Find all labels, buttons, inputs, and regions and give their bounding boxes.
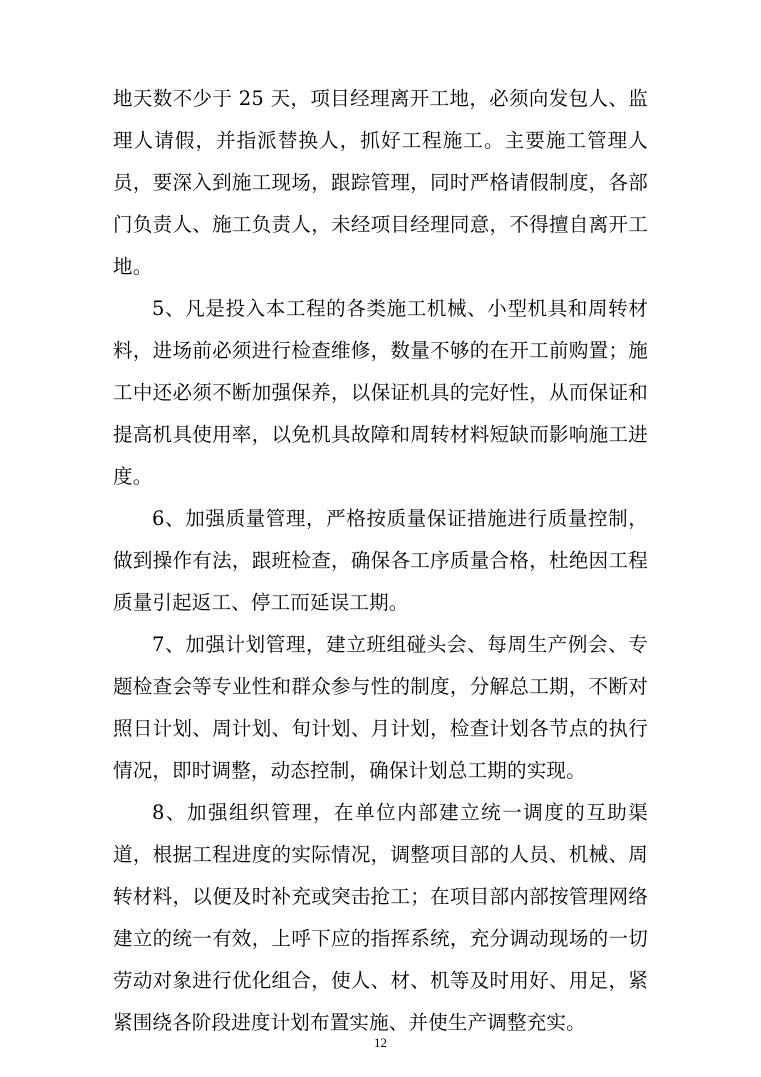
paragraph-item-7: 7、加强计划管理，建立班组碰头会、每周生产例会、专题检查会等专业性和群众参与性的制度，分解总工期，不断对照日计划、周计划、旬计划、月计划，检查计划各节点的执行情况，即时调整，动态控制，确保计划总工期的实现。 [113, 633, 648, 782]
paragraph-continued: 地天数不少于 25 天，项目经理离开工地，必须向发包人、监理人请假，并指派替换人，抓好工程施工。主要施工管理人员，要深入到施工现场，跟踪管理，同时严格请假制度，各部门负责人、施工负责人，未经项目经理同意，不得擅自离开工地。 [113, 87, 648, 278]
paragraph-item-5: 5、凡是投入本工程的各类施工机械、小型机具和周转材料，进场前必须进行检查维修，数量不够的在开工前购置；施工中还必须不断加强保养，以保证机具的完好性，从而保证和提高机具使用率，以免机具故障和周转材料短缺而影响施工进度。 [113, 297, 648, 488]
paragraph-item-8: 8、加强组织管理，在单位内部建立统一调度的互助渠道，根据工程进度的实际情况，调整项目部的人员、机械、周转材料，以便及时补充或突击抢工；在项目部内部按管理网络建立的统一有效，上呼下应的指挥系统，充分调动现场的一切劳动对象进行优化组合，使人、材、机等及时用好、用足，紧紧围绕各阶段进度计划布置实施、并使生产调整充实。 [113, 801, 648, 1034]
paragraph-item-6: 6、加强质量管理，严格按质量保证措施进行质量控制，做到操作有法，跟班检查，确保各工序质量合格，杜绝因工程质量引起返工、停工而延误工期。 [113, 507, 648, 614]
page-number: 12 [374, 1035, 387, 1050]
page-body [113, 78, 648, 1044]
